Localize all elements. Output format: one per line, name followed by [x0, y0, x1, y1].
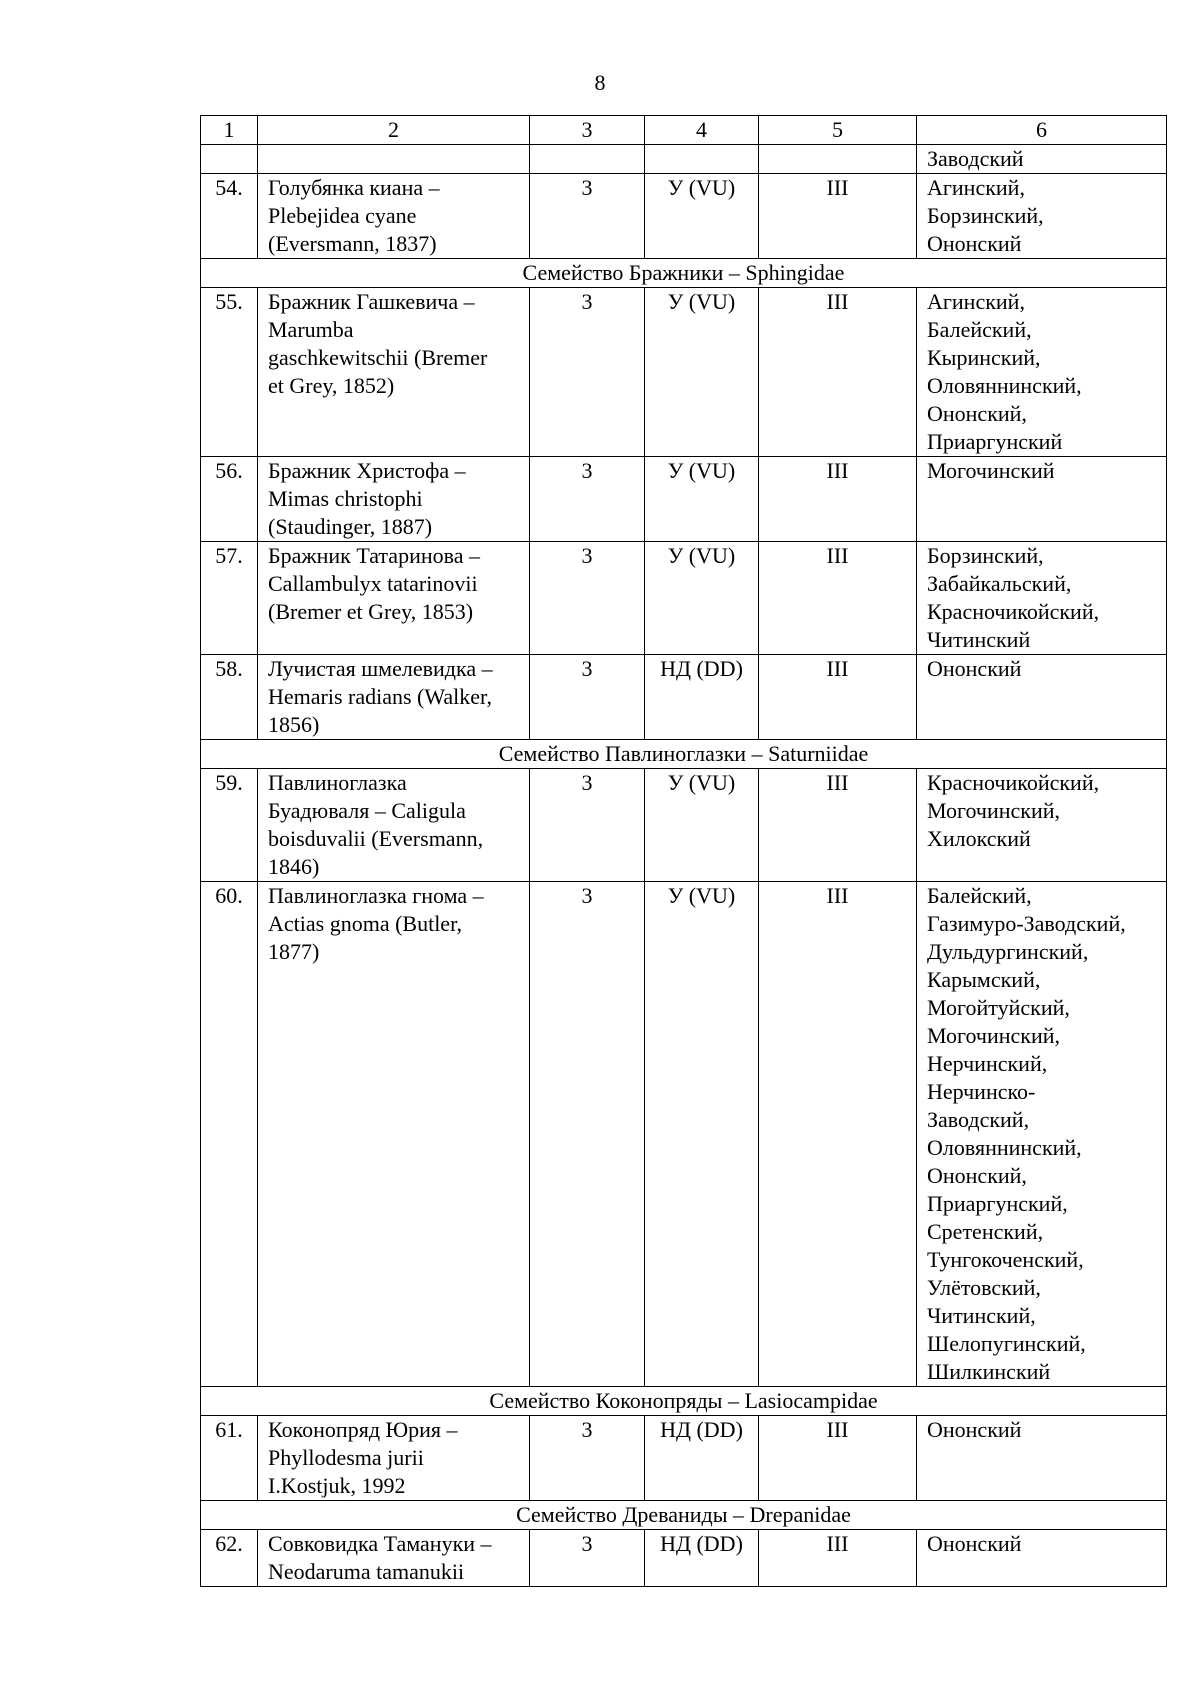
- priority: III: [759, 769, 917, 882]
- districts: [917, 288, 1167, 457]
- row-number: 55.: [201, 288, 258, 457]
- status: [645, 145, 759, 174]
- species-name-line: Голубянка киана –: [268, 175, 440, 200]
- species-name: [258, 457, 530, 542]
- species-name-line: Neodaruma tamanukii: [268, 1559, 465, 1584]
- species-name-line: Павлиноглазка: [268, 770, 407, 795]
- species-name-line: Actias gnoma (Butler,: [268, 911, 463, 936]
- district-line: Кыринский,: [927, 345, 1041, 370]
- row-number: 59.: [201, 769, 258, 882]
- districts: [917, 145, 1167, 174]
- header-col-1: 1: [201, 116, 258, 145]
- districts: [917, 1530, 1167, 1587]
- status: НД (DD): [645, 655, 759, 740]
- status: У (VU): [645, 174, 759, 259]
- species-name: [258, 1416, 530, 1501]
- priority: III: [759, 655, 917, 740]
- species-name-line: Коконопряд Юрия –: [268, 1417, 458, 1442]
- species-row: [201, 882, 1167, 1387]
- family-row: [201, 1501, 1167, 1530]
- district-line: Тунгокоченский,: [927, 1247, 1084, 1272]
- districts: [917, 1416, 1167, 1501]
- district-line: Приаргунский: [927, 429, 1063, 454]
- row-number: 61.: [201, 1416, 258, 1501]
- districts: [917, 655, 1167, 740]
- family-row: [201, 740, 1167, 769]
- species-name: [258, 542, 530, 655]
- species-name: [258, 655, 530, 740]
- district-line: Агинский,: [927, 289, 1025, 314]
- district-line: Оловяннинский,: [927, 373, 1082, 398]
- species-name: [258, 769, 530, 882]
- category: 3: [530, 457, 645, 542]
- status: У (VU): [645, 542, 759, 655]
- family-heading: Семейство Древаниды – Drepanidae: [201, 1501, 1167, 1530]
- species-table-body: [201, 116, 1167, 1587]
- districts: [917, 457, 1167, 542]
- species-row: [201, 769, 1167, 882]
- category: 3: [530, 655, 645, 740]
- priority: III: [759, 1416, 917, 1501]
- species-name-line: Hemaris radians (Walker,: [268, 684, 492, 709]
- row-number: 56.: [201, 457, 258, 542]
- family-row: [201, 259, 1167, 288]
- status: НД (DD): [645, 1416, 759, 1501]
- species-name-line: et Grey, 1852): [268, 373, 395, 398]
- header-col-2: 2: [258, 116, 530, 145]
- status: У (VU): [645, 288, 759, 457]
- district-line: Читинский,: [927, 1303, 1036, 1328]
- species-name: [258, 882, 530, 1387]
- species-name-line: (Eversmann, 1837): [268, 231, 437, 256]
- district-line: Ононский: [927, 1417, 1022, 1442]
- species-name-line: Совковидка Тамануки –: [268, 1531, 492, 1556]
- species-name-line: Павлиноглазка гнома –: [268, 883, 484, 908]
- row-number: [201, 145, 258, 174]
- species-name-line: 1856): [268, 712, 320, 737]
- species-name-line: Бражник Гашкевича –: [268, 289, 475, 314]
- species-name-line: (Staudinger, 1887): [268, 514, 433, 539]
- species-name-line: Mimas christophi: [268, 486, 423, 511]
- districts: [917, 542, 1167, 655]
- district-line: Могойтуйский,: [927, 995, 1070, 1020]
- district-line: Хилокский: [927, 826, 1031, 851]
- species-table: [200, 115, 1167, 1587]
- category: 3: [530, 288, 645, 457]
- district-line: Ононский: [927, 656, 1022, 681]
- species-name-line: Phyllodesma jurii: [268, 1445, 424, 1470]
- header-col-3: 3: [530, 116, 645, 145]
- status: У (VU): [645, 769, 759, 882]
- species-name-line: Callambulyx tatarinovii: [268, 571, 478, 596]
- status: У (VU): [645, 457, 759, 542]
- district-line: Балейский,: [927, 883, 1032, 908]
- priority: III: [759, 288, 917, 457]
- district-line: Балейский,: [927, 317, 1032, 342]
- priority: III: [759, 457, 917, 542]
- species-name-line: Буадюваля – Caligula: [268, 798, 466, 823]
- species-name: [258, 145, 530, 174]
- district-line: Нерчинско-: [927, 1079, 1036, 1104]
- header-row: [201, 116, 1167, 145]
- species-name-line: Plebejidea cyane: [268, 203, 417, 228]
- district-line: Газимуро-Заводский,: [927, 911, 1126, 936]
- category: [530, 145, 645, 174]
- category: 3: [530, 1416, 645, 1501]
- district-line: Ононский,: [927, 401, 1027, 426]
- row-number: 57.: [201, 542, 258, 655]
- priority: III: [759, 882, 917, 1387]
- row-number: 62.: [201, 1530, 258, 1587]
- species-name-line: 1846): [268, 854, 320, 879]
- district-line: Борзинский,: [927, 543, 1044, 568]
- district-line: Нерчинский,: [927, 1051, 1048, 1076]
- category: 3: [530, 542, 645, 655]
- district-line: Красночикойский,: [927, 770, 1100, 795]
- district-line: Дульдургинский,: [927, 939, 1089, 964]
- family-heading: Семейство Бражники – Sphingidae: [201, 259, 1167, 288]
- header-col-4: 4: [645, 116, 759, 145]
- priority: III: [759, 1530, 917, 1587]
- category: 3: [530, 769, 645, 882]
- species-name: [258, 174, 530, 259]
- district-line: Заводский: [927, 146, 1024, 171]
- species-name-line: Лучистая шмелевидка –: [268, 656, 493, 681]
- row-number: 54.: [201, 174, 258, 259]
- category: 3: [530, 174, 645, 259]
- row-number: 58.: [201, 655, 258, 740]
- district-line: Шелопугинский,: [927, 1331, 1086, 1356]
- species-row: [201, 1416, 1167, 1501]
- district-line: Могочинский,: [927, 798, 1061, 823]
- header-col-6: 6: [917, 116, 1167, 145]
- district-line: Улётовский,: [927, 1275, 1041, 1300]
- species-name-line: I.Kostjuk, 1992: [268, 1473, 406, 1498]
- species-row: [201, 1530, 1167, 1587]
- row-number: 60.: [201, 882, 258, 1387]
- district-line: Красночикойский,: [927, 599, 1100, 624]
- family-row: [201, 1387, 1167, 1416]
- species-row: [201, 174, 1167, 259]
- species-name-line: 1877): [268, 939, 320, 964]
- header-col-5: 5: [759, 116, 917, 145]
- districts: [917, 769, 1167, 882]
- district-line: Ононский: [927, 231, 1022, 256]
- district-line: Сретенский,: [927, 1219, 1044, 1244]
- category: 3: [530, 882, 645, 1387]
- species-name: [258, 288, 530, 457]
- status: НД (DD): [645, 1530, 759, 1587]
- district-line: Забайкальский,: [927, 571, 1072, 596]
- species-name: [258, 1530, 530, 1587]
- district-line: Борзинский,: [927, 203, 1044, 228]
- species-name-line: Бражник Татаринова –: [268, 543, 480, 568]
- district-line: Шилкинский: [927, 1359, 1051, 1384]
- district-line: Приаргунский,: [927, 1191, 1068, 1216]
- species-name-line: boisduvalii (Eversmann,: [268, 826, 484, 851]
- district-line: Карымский,: [927, 967, 1041, 992]
- district-line: Читинский: [927, 627, 1031, 652]
- district-line: Могочинский: [927, 458, 1055, 483]
- species-row: [201, 145, 1167, 174]
- district-line: Ононский: [927, 1531, 1022, 1556]
- category: 3: [530, 1530, 645, 1587]
- priority: [759, 145, 917, 174]
- district-line: Могочинский,: [927, 1023, 1061, 1048]
- species-row: [201, 457, 1167, 542]
- district-line: Оловяннинский,: [927, 1135, 1082, 1160]
- priority: III: [759, 542, 917, 655]
- family-heading: Семейство Коконопряды – Lasiocampidae: [201, 1387, 1167, 1416]
- districts: [917, 174, 1167, 259]
- family-heading: Семейство Павлиноглазки – Saturniidae: [201, 740, 1167, 769]
- species-row: [201, 542, 1167, 655]
- species-name-line: Marumba: [268, 317, 354, 342]
- districts: [917, 882, 1167, 1387]
- district-line: Ононский,: [927, 1163, 1027, 1188]
- species-name-line: gaschkewitschii (Bremer: [268, 345, 488, 370]
- species-row: [201, 288, 1167, 457]
- status: У (VU): [645, 882, 759, 1387]
- district-line: Агинский,: [927, 175, 1025, 200]
- species-name-line: Бражник Христофа –: [268, 458, 466, 483]
- species-name-line: [268, 145, 521, 173]
- species-row: [201, 655, 1167, 740]
- species-name-line: (Bremer et Grey, 1853): [268, 599, 474, 624]
- priority: III: [759, 174, 917, 259]
- district-line: Заводский,: [927, 1107, 1030, 1132]
- page-number: 8: [594, 70, 606, 95]
